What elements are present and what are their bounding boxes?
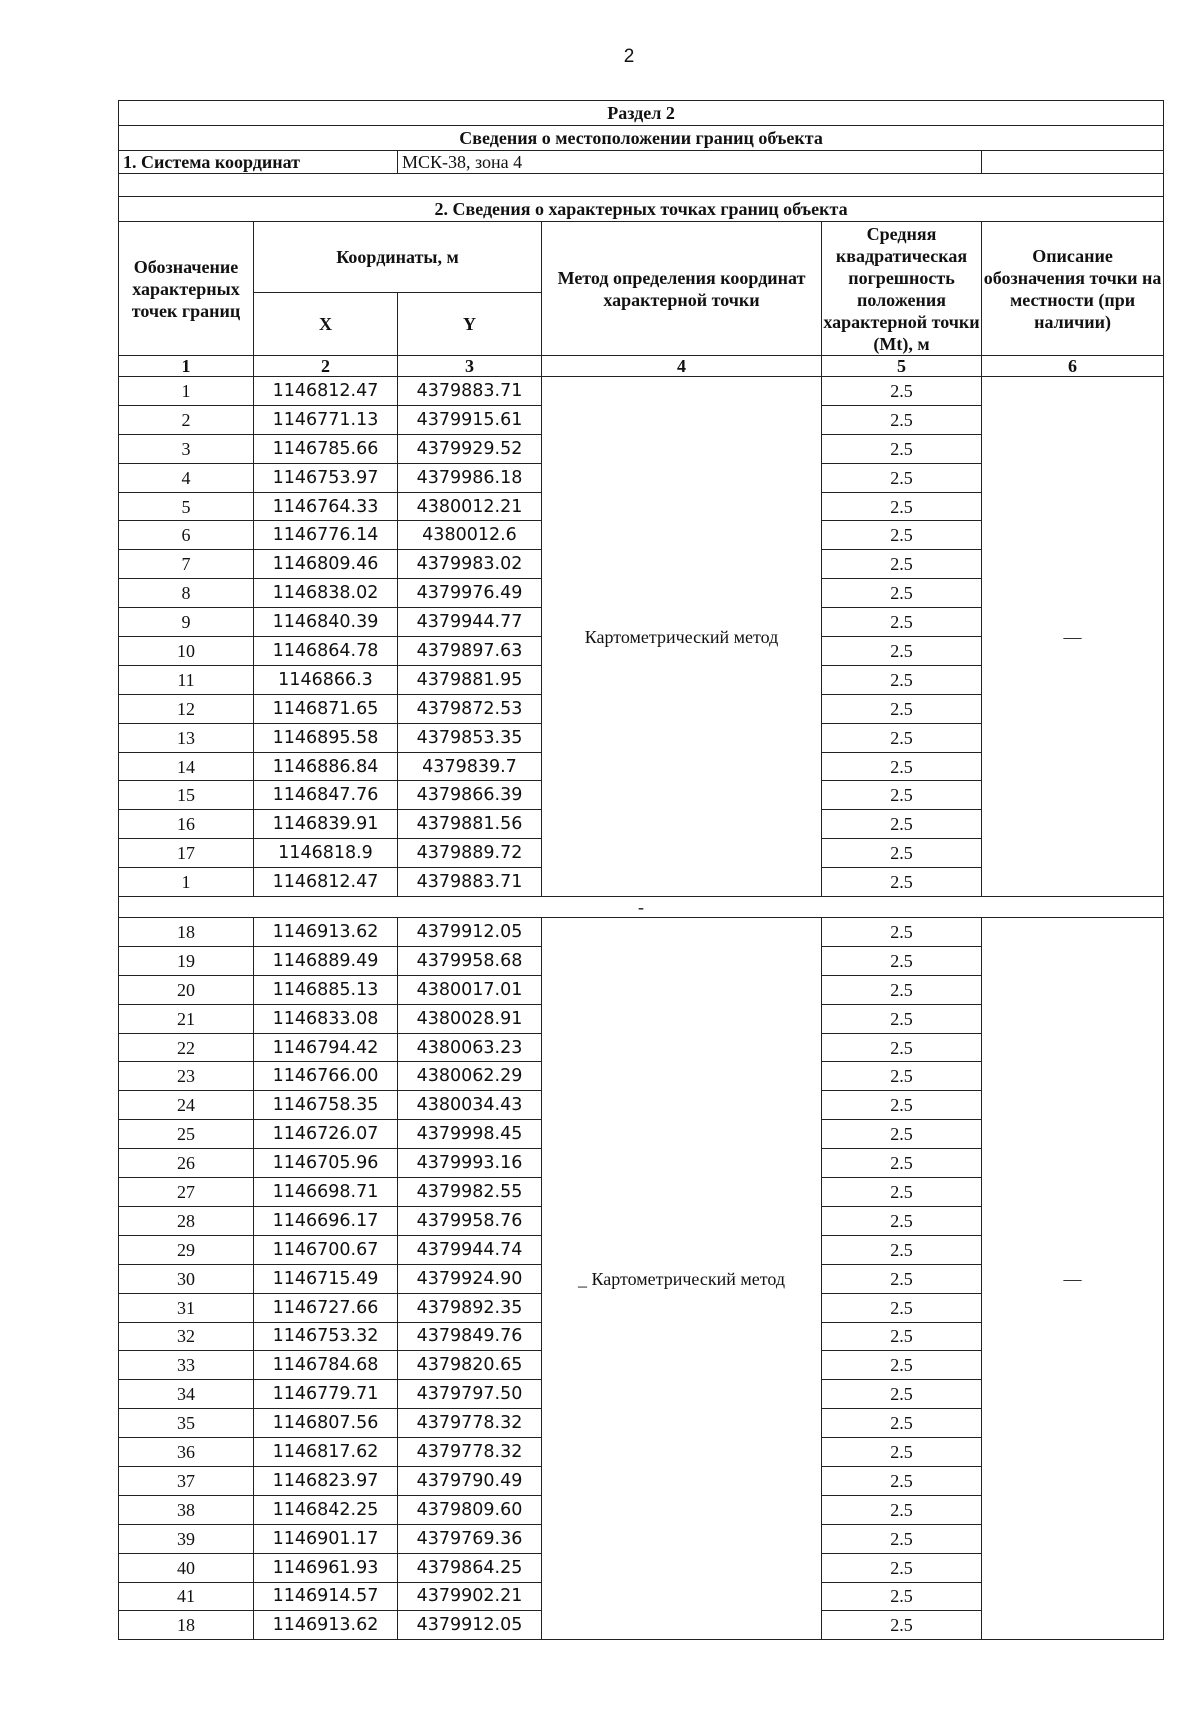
point-id: 19 <box>119 946 254 975</box>
accuracy-value: 2.5 <box>822 1178 982 1207</box>
accuracy-value: 2.5 <box>822 608 982 637</box>
coord-x: 1146889.49 <box>254 946 398 975</box>
point-id: 22 <box>119 1033 254 1062</box>
description-cell: — <box>982 377 1164 897</box>
accuracy-value: 2.5 <box>822 1466 982 1495</box>
coord-y: 4379958.76 <box>398 1206 542 1235</box>
coord-x: 1146807.56 <box>254 1409 398 1438</box>
coord-y: 4379778.32 <box>398 1409 542 1438</box>
coord-x: 1146698.71 <box>254 1178 398 1207</box>
point-id: 28 <box>119 1206 254 1235</box>
description-cell: — <box>982 918 1164 1640</box>
coord-x: 1146766.00 <box>254 1062 398 1091</box>
point-id: 23 <box>119 1062 254 1091</box>
coord-y: 4379883.71 <box>398 377 542 406</box>
point-id: 1 <box>119 377 254 406</box>
point-id: 27 <box>119 1178 254 1207</box>
header-description: Описание обозначения точки на местности (при наличии) <box>982 222 1164 356</box>
section-subtitle: Сведения о местоположении границ объекта <box>119 126 1164 151</box>
coord-y: 4379769.36 <box>398 1524 542 1553</box>
coord-y: 4380028.91 <box>398 1004 542 1033</box>
column-number: 2 <box>254 356 398 377</box>
coord-x: 1146823.97 <box>254 1466 398 1495</box>
coord-x: 1146961.93 <box>254 1553 398 1582</box>
method-cell: _ Картометрический метод <box>542 918 822 1640</box>
accuracy-value: 2.5 <box>822 521 982 550</box>
coord-y: 4379797.50 <box>398 1380 542 1409</box>
accuracy-value: 2.5 <box>822 1438 982 1467</box>
coord-x: 1146840.39 <box>254 608 398 637</box>
accuracy-value: 2.5 <box>822 1033 982 1062</box>
accuracy-value: 2.5 <box>822 1149 982 1178</box>
separator-row <box>119 897 1164 918</box>
coord-system-label: 1. Система координат <box>119 151 398 174</box>
coord-system-end-cell <box>982 151 1164 174</box>
header-method: Метод определения координат характерной точки <box>542 222 822 356</box>
coord-x: 1146705.96 <box>254 1149 398 1178</box>
point-id: 21 <box>119 1004 254 1033</box>
accuracy-value: 2.5 <box>822 550 982 579</box>
accuracy-value: 2.5 <box>822 975 982 1004</box>
point-id: 18 <box>119 918 254 947</box>
separator-cell: - <box>119 897 1164 918</box>
coord-y: 4379883.71 <box>398 868 542 897</box>
table-row <box>119 377 1164 406</box>
coord-x: 1146779.71 <box>254 1380 398 1409</box>
point-id: 12 <box>119 694 254 723</box>
point-id: 25 <box>119 1120 254 1149</box>
coord-y: 4379929.52 <box>398 434 542 463</box>
coord-x: 1146833.08 <box>254 1004 398 1033</box>
coord-y: 4379866.39 <box>398 781 542 810</box>
accuracy-value: 2.5 <box>822 377 982 406</box>
coord-y: 4379998.45 <box>398 1120 542 1149</box>
point-id: 31 <box>119 1293 254 1322</box>
point-id: 37 <box>119 1466 254 1495</box>
accuracy-value: 2.5 <box>822 579 982 608</box>
point-id: 18 <box>119 1611 254 1640</box>
coord-x: 1146885.13 <box>254 975 398 1004</box>
coord-y: 4380012.21 <box>398 492 542 521</box>
point-id: 1 <box>119 868 254 897</box>
header-accuracy: Средняя квадратическая погрешность положения характерной точки (Mt), м <box>823 223 980 354</box>
accuracy-value: 2.5 <box>822 1293 982 1322</box>
accuracy-value: 2.5 <box>822 1091 982 1120</box>
coord-y: 4379790.49 <box>398 1466 542 1495</box>
point-id: 35 <box>119 1409 254 1438</box>
accuracy-value: 2.5 <box>822 1264 982 1293</box>
accuracy-value: 2.5 <box>822 1409 982 1438</box>
coord-x: 1146818.9 <box>254 839 398 868</box>
accuracy-value: 2.5 <box>822 1582 982 1611</box>
point-id: 4 <box>119 463 254 492</box>
point-id: 24 <box>119 1091 254 1120</box>
coord-x: 1146866.3 <box>254 665 398 694</box>
coord-x: 1146812.47 <box>254 868 398 897</box>
coord-y: 4380063.23 <box>398 1033 542 1062</box>
point-id: 20 <box>119 975 254 1004</box>
coord-y: 4379809.60 <box>398 1495 542 1524</box>
accuracy-value: 2.5 <box>822 752 982 781</box>
coord-x: 1146715.49 <box>254 1264 398 1293</box>
point-id: 16 <box>119 810 254 839</box>
coord-y: 4379897.63 <box>398 637 542 666</box>
accuracy-value: 2.5 <box>822 434 982 463</box>
coord-x: 1146913.62 <box>254 918 398 947</box>
column-number: 4 <box>542 356 822 377</box>
coord-y: 4379993.16 <box>398 1149 542 1178</box>
accuracy-value: 2.5 <box>822 918 982 947</box>
point-id: 40 <box>119 1553 254 1582</box>
point-id: 7 <box>119 550 254 579</box>
coord-x: 1146700.67 <box>254 1235 398 1264</box>
accuracy-value: 2.5 <box>822 1524 982 1553</box>
accuracy-value: 2.5 <box>822 1062 982 1091</box>
coord-x: 1146812.47 <box>254 377 398 406</box>
coord-x: 1146771.13 <box>254 405 398 434</box>
point-id: 36 <box>119 1438 254 1467</box>
coord-x: 1146895.58 <box>254 723 398 752</box>
method-cell: Картометрический метод <box>542 377 822 897</box>
coord-x: 1146753.97 <box>254 463 398 492</box>
point-id: 32 <box>119 1322 254 1351</box>
coord-y: 4379986.18 <box>398 463 542 492</box>
coord-x: 1146871.65 <box>254 694 398 723</box>
accuracy-value: 2.5 <box>822 1120 982 1149</box>
coord-x: 1146913.62 <box>254 1611 398 1640</box>
coord-y: 4379944.77 <box>398 608 542 637</box>
point-id: 6 <box>119 521 254 550</box>
point-id: 14 <box>119 752 254 781</box>
coord-y: 4379864.25 <box>398 1553 542 1582</box>
header-coordinates: Координаты, м <box>254 222 542 293</box>
coord-x: 1146809.46 <box>254 550 398 579</box>
coord-y: 4379976.49 <box>398 579 542 608</box>
page-number: 2 <box>623 46 635 67</box>
accuracy-value: 2.5 <box>822 665 982 694</box>
coord-y: 4379889.72 <box>398 839 542 868</box>
point-id: 11 <box>119 665 254 694</box>
accuracy-value: 2.5 <box>822 1380 982 1409</box>
accuracy-value: 2.5 <box>822 405 982 434</box>
accuracy-value: 2.5 <box>822 1495 982 1524</box>
coord-x: 1146696.17 <box>254 1206 398 1235</box>
coord-y: 4379820.65 <box>398 1351 542 1380</box>
accuracy-value: 2.5 <box>822 946 982 975</box>
point-id: 9 <box>119 608 254 637</box>
coord-x: 1146785.66 <box>254 434 398 463</box>
column-number: 6 <box>982 356 1164 377</box>
point-id: 26 <box>119 1149 254 1178</box>
coord-system-value: МСК-38, зона 4 <box>398 151 982 174</box>
point-id: 38 <box>119 1495 254 1524</box>
accuracy-value: 2.5 <box>822 723 982 752</box>
accuracy-value: 2.5 <box>822 1611 982 1640</box>
coord-y: 4379982.55 <box>398 1178 542 1207</box>
column-number: 5 <box>822 356 982 377</box>
coord-x: 1146839.91 <box>254 810 398 839</box>
coord-y: 4379778.32 <box>398 1438 542 1467</box>
empty-row <box>119 174 1164 197</box>
column-number: 3 <box>398 356 542 377</box>
coord-x: 1146914.57 <box>254 1582 398 1611</box>
coord-x: 1146901.17 <box>254 1524 398 1553</box>
boundary-table <box>118 100 1164 1640</box>
column-number: 1 <box>119 356 254 377</box>
coord-y: 4379944.74 <box>398 1235 542 1264</box>
coord-x: 1146764.33 <box>254 492 398 521</box>
accuracy-value: 2.5 <box>822 463 982 492</box>
point-id: 13 <box>119 723 254 752</box>
coord-y: 4380017.01 <box>398 975 542 1004</box>
point-id: 5 <box>119 492 254 521</box>
coord-y: 4379902.21 <box>398 1582 542 1611</box>
coord-y: 4379872.53 <box>398 694 542 723</box>
accuracy-value: 2.5 <box>822 781 982 810</box>
coord-y: 4379881.56 <box>398 810 542 839</box>
point-id: 15 <box>119 781 254 810</box>
coord-x: 1146847.76 <box>254 781 398 810</box>
accuracy-value: 2.5 <box>822 1553 982 1582</box>
coord-x: 1146727.66 <box>254 1293 398 1322</box>
coord-x: 1146758.35 <box>254 1091 398 1120</box>
point-id: 33 <box>119 1351 254 1380</box>
point-id: 41 <box>119 1582 254 1611</box>
point-id: 3 <box>119 434 254 463</box>
accuracy-value: 2.5 <box>822 637 982 666</box>
header-point-id: Обозначение характерных точек границ <box>119 222 254 356</box>
coord-x: 1146726.07 <box>254 1120 398 1149</box>
point-id: 2 <box>119 405 254 434</box>
coord-y: 4379915.61 <box>398 405 542 434</box>
coord-x: 1146784.68 <box>254 1351 398 1380</box>
header-y: Y <box>398 293 542 356</box>
coord-x: 1146842.25 <box>254 1495 398 1524</box>
coord-x: 1146886.84 <box>254 752 398 781</box>
coord-x: 1146817.62 <box>254 1438 398 1467</box>
point-id: 34 <box>119 1380 254 1409</box>
accuracy-value: 2.5 <box>822 1206 982 1235</box>
point-id: 10 <box>119 637 254 666</box>
coord-y: 4379912.05 <box>398 1611 542 1640</box>
coord-y: 4380034.43 <box>398 1091 542 1120</box>
accuracy-value: 2.5 <box>822 1235 982 1264</box>
coord-x: 1146838.02 <box>254 579 398 608</box>
coord-x: 1146864.78 <box>254 637 398 666</box>
point-id: 30 <box>119 1264 254 1293</box>
coord-x: 1146794.42 <box>254 1033 398 1062</box>
coord-y: 4380012.6 <box>398 521 542 550</box>
header-x: X <box>254 293 398 356</box>
coord-y: 4379881.95 <box>398 665 542 694</box>
coord-x: 1146776.14 <box>254 521 398 550</box>
accuracy-value: 2.5 <box>822 810 982 839</box>
coord-y: 4379853.35 <box>398 723 542 752</box>
accuracy-value: 2.5 <box>822 868 982 897</box>
coord-y: 4379839.7 <box>398 752 542 781</box>
coord-y: 4379958.68 <box>398 946 542 975</box>
coord-y: 4379912.05 <box>398 918 542 947</box>
coord-y: 4379924.90 <box>398 1264 542 1293</box>
point-id: 39 <box>119 1524 254 1553</box>
accuracy-value: 2.5 <box>822 694 982 723</box>
accuracy-value: 2.5 <box>822 839 982 868</box>
accuracy-value: 2.5 <box>822 1004 982 1033</box>
coord-y: 4379983.02 <box>398 550 542 579</box>
coord-y: 4380062.29 <box>398 1062 542 1091</box>
coord-y: 4379849.76 <box>398 1322 542 1351</box>
point-id: 8 <box>119 579 254 608</box>
point-id: 29 <box>119 1235 254 1264</box>
points-title: 2. Сведения о характерных точках границ объекта <box>119 197 1164 222</box>
accuracy-value: 2.5 <box>822 492 982 521</box>
point-id: 17 <box>119 839 254 868</box>
coord-x: 1146753.32 <box>254 1322 398 1351</box>
accuracy-value: 2.5 <box>822 1322 982 1351</box>
accuracy-value: 2.5 <box>822 1351 982 1380</box>
coord-y: 4379892.35 <box>398 1293 542 1322</box>
table-row <box>119 918 1164 947</box>
section-title: Раздел 2 <box>119 101 1164 126</box>
